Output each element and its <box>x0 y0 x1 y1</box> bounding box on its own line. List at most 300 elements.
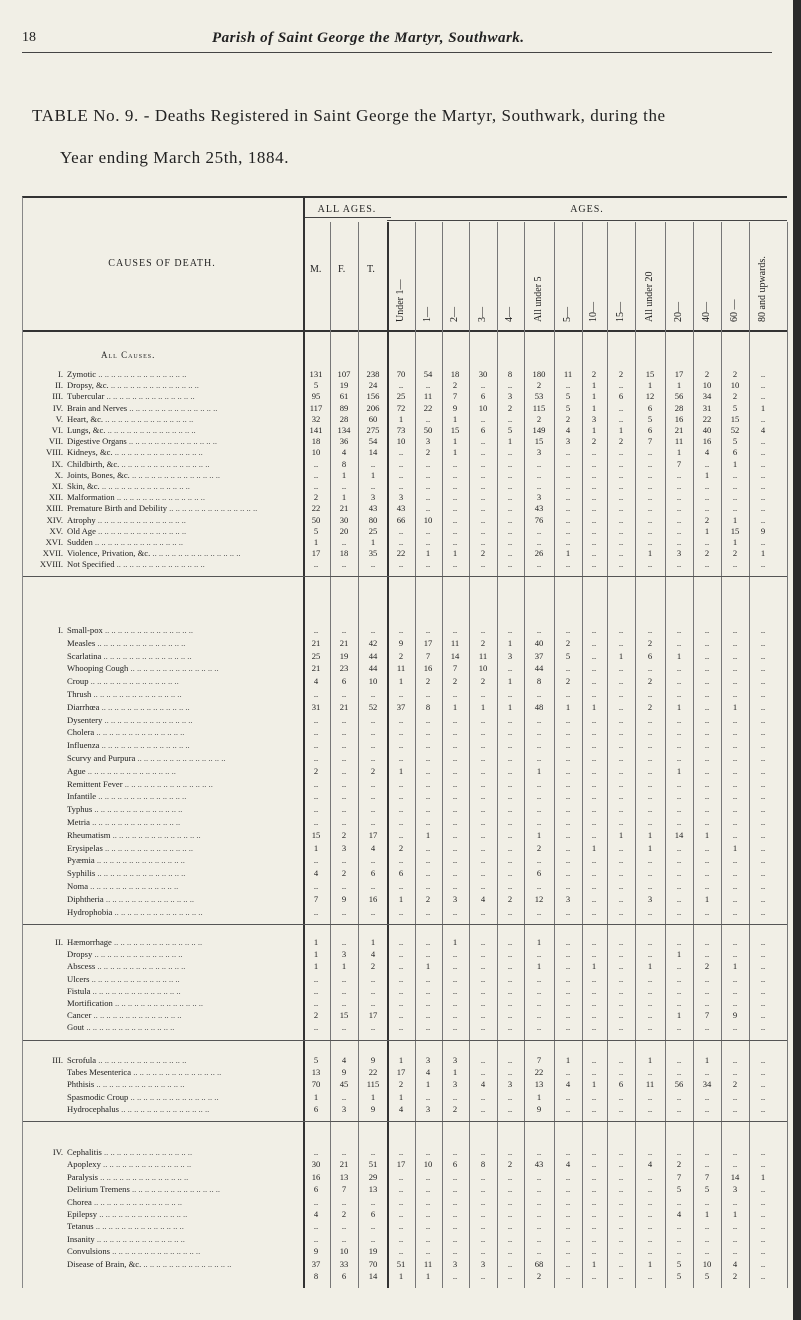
cell-value: 3 <box>565 436 571 447</box>
cell-value: .. <box>760 469 766 480</box>
column-header: All under 5 <box>533 276 544 322</box>
cell-value: .. <box>647 1103 653 1114</box>
cell-value: 2 <box>536 842 542 853</box>
cell-value: .. <box>507 1147 513 1157</box>
cell-value: 180 <box>532 369 546 379</box>
cell-value: 11 <box>674 436 684 447</box>
cell-value: .. <box>618 855 624 866</box>
cell-value: .. <box>480 804 486 815</box>
cell-value: .. <box>760 1091 766 1102</box>
table-row <box>23 1158 787 1170</box>
cell-value: .. <box>565 1184 571 1195</box>
cell-value: .. <box>760 1159 766 1170</box>
cell-value: .. <box>480 481 486 491</box>
cell-value: 156 <box>366 391 380 402</box>
cell-value: .. <box>565 985 571 996</box>
cell-value: .. <box>398 727 404 738</box>
cell-value: .. <box>591 514 597 525</box>
cell-value: 11 <box>645 1079 655 1090</box>
cell-value: .. <box>760 973 766 984</box>
cell-value: .. <box>618 637 624 648</box>
cell-value: .. <box>591 1271 597 1281</box>
cell-value: .. <box>452 765 458 776</box>
cause-name: Cephalitis .. .. <box>67 1146 307 1158</box>
cause-name: Pyæmia .. .. <box>67 854 307 866</box>
cell-value: 2 <box>425 893 431 904</box>
cause-name: Tubercular .. .. <box>67 390 307 402</box>
cell-value: .. <box>676 469 682 480</box>
cell-value: .. <box>647 481 653 491</box>
cell-value: .. <box>398 714 404 725</box>
cell-value: .. <box>507 1010 513 1021</box>
cell-value: .. <box>398 961 404 972</box>
cell-value: .. <box>507 1103 513 1114</box>
cell-value: .. <box>313 689 319 699</box>
cell-value: 2 <box>425 676 431 687</box>
table-row <box>23 1270 787 1282</box>
table-row <box>23 854 787 866</box>
cause-name: Ulcers .. .. <box>67 973 307 985</box>
cell-value: .. <box>760 804 766 815</box>
cause-name: Heart, &c. .. .. <box>67 413 307 425</box>
cell-value: 80 <box>368 514 378 525</box>
cell-value: .. <box>676 503 682 514</box>
cell-value: 2 <box>313 765 319 776</box>
cell-value: .. <box>398 1246 404 1257</box>
cell-value: .. <box>536 469 542 480</box>
section-rule <box>23 1121 787 1122</box>
cell-value: .. <box>370 1221 376 1232</box>
cell-value: .. <box>536 804 542 815</box>
cell-value: .. <box>507 447 513 458</box>
cell-value: 1 <box>704 829 710 840</box>
cell-value: 1 <box>313 1091 319 1102</box>
cell-value: .. <box>732 881 738 891</box>
cell-value: .. <box>760 701 766 712</box>
cell-value: .. <box>425 625 431 635</box>
cell-value: .. <box>618 1103 624 1114</box>
cell-value: 8 <box>480 1159 486 1170</box>
cell-value: .. <box>507 1271 513 1281</box>
cell-value: .. <box>536 1196 542 1207</box>
cell-value: .. <box>507 1171 513 1182</box>
cell-value: .. <box>760 906 766 917</box>
cell-value: 5 <box>676 1271 682 1281</box>
cell-value: .. <box>452 961 458 972</box>
cell-value: 2 <box>507 893 513 904</box>
table-row <box>23 880 787 892</box>
cell-value: .. <box>732 1091 738 1102</box>
cell-value: .. <box>565 559 571 570</box>
cell-value: 1 <box>341 492 347 503</box>
cell-value: .. <box>452 998 458 1008</box>
cell-value: .. <box>732 1159 738 1170</box>
cell-value: .. <box>591 1055 597 1065</box>
cell-value: .. <box>565 842 571 853</box>
cell-value: .. <box>480 740 486 751</box>
cell-value: 2 <box>647 701 653 712</box>
cell-value: 1 <box>398 1271 404 1281</box>
cell-value: .. <box>398 1233 404 1244</box>
cell-value: 4 <box>480 1079 486 1090</box>
cell-value: .. <box>452 985 458 996</box>
cell-value: 4 <box>313 868 319 879</box>
row-number: IV. <box>52 1147 63 1157</box>
cell-value: 53 <box>534 391 544 402</box>
cell-value: .. <box>507 413 513 424</box>
cell-value: .. <box>676 1233 682 1244</box>
cell-value: 10 <box>730 380 740 391</box>
cell-value: .. <box>507 380 513 391</box>
cell-value: 5 <box>507 425 513 435</box>
cell-value: .. <box>507 503 513 514</box>
cell-value: 3 <box>676 548 682 559</box>
cell-value: 3 <box>398 492 404 503</box>
cell-value: .. <box>480 447 486 458</box>
cell-value: 22 <box>423 402 433 413</box>
cell-value: .. <box>507 949 513 960</box>
cell-value: 6 <box>480 391 486 402</box>
cell-value: .. <box>425 791 431 802</box>
cell-value: 1 <box>647 548 653 559</box>
cell-value: .. <box>647 937 653 947</box>
cell-value: 33 <box>339 1258 349 1269</box>
cell-value: .. <box>341 973 347 984</box>
cell-value: .. <box>425 842 431 853</box>
cell-value: 44 <box>534 663 544 674</box>
cell-value: .. <box>536 458 542 469</box>
cell-value: 10 <box>396 436 406 447</box>
cell-value: .. <box>313 1233 319 1244</box>
cell-value: .. <box>618 481 624 491</box>
table-row <box>23 525 787 537</box>
cell-value: 1 <box>591 1258 597 1269</box>
cell-value: 17 <box>423 637 433 648</box>
cell-value: .. <box>452 1246 458 1257</box>
table-row <box>23 778 787 790</box>
cell-value: .. <box>370 1233 376 1244</box>
cell-value: .. <box>398 829 404 840</box>
cell-value: 1 <box>313 937 319 947</box>
cell-value: 6 <box>370 1209 376 1219</box>
cell-value: 6 <box>341 1271 347 1281</box>
cell-value: 4 <box>313 1209 319 1219</box>
cell-value: .. <box>760 998 766 1008</box>
cell-value: 1 <box>704 1209 710 1219</box>
column-header: F. <box>338 264 346 275</box>
cell-value: .. <box>760 663 766 674</box>
cell-value: .. <box>507 1221 513 1232</box>
table-row <box>23 435 787 447</box>
cell-value: .. <box>704 791 710 802</box>
cell-value: .. <box>425 937 431 947</box>
cell-value: .. <box>565 937 571 947</box>
cell-value: .. <box>480 714 486 725</box>
cell-value: .. <box>760 714 766 725</box>
cell-value: .. <box>647 1184 653 1195</box>
cell-value: 48 <box>534 701 544 712</box>
cell-value: 13 <box>534 1079 544 1090</box>
cell-value: 10 <box>339 1246 349 1257</box>
cell-value: 2 <box>341 829 347 840</box>
cell-value: 4 <box>480 893 486 904</box>
cell-value: .. <box>732 765 738 776</box>
cell-value: .. <box>760 537 766 547</box>
column-rule <box>787 222 788 1288</box>
cell-value: .. <box>341 559 347 570</box>
cause-name: Lungs, &c. .. .. <box>67 424 307 436</box>
cell-value: .. <box>425 765 431 776</box>
cell-value: .. <box>647 778 653 789</box>
cell-value: .. <box>370 559 376 570</box>
cell-value: .. <box>760 503 766 514</box>
cell-value: .. <box>452 503 458 514</box>
cell-value: 4 <box>370 949 376 960</box>
cell-value: 115 <box>532 402 546 413</box>
cell-value: 3 <box>452 1055 458 1065</box>
cell-value: 3 <box>452 1258 458 1269</box>
cell-value: .. <box>565 1196 571 1207</box>
cell-value: .. <box>591 689 597 699</box>
cell-value: .. <box>370 753 376 763</box>
cell-value: .. <box>565 855 571 866</box>
cell-value: .. <box>676 1091 682 1102</box>
cell-value: 1 <box>647 961 653 972</box>
ages-header: AGES. <box>570 204 604 215</box>
table-row <box>23 1066 787 1078</box>
cell-value: 9 <box>370 1055 376 1065</box>
cell-value: .. <box>647 447 653 458</box>
cell-value: 1 <box>591 961 597 972</box>
cell-value: 17 <box>368 1010 378 1021</box>
cell-value: .. <box>704 1196 710 1207</box>
cell-value: .. <box>313 753 319 763</box>
cell-value: .. <box>565 973 571 984</box>
cell-value: 7 <box>452 663 458 674</box>
cause-name: Convulsions .. .. <box>67 1245 307 1257</box>
cell-value: .. <box>760 893 766 904</box>
cell-value: 1 <box>591 380 597 391</box>
cell-value: 7 <box>536 1055 542 1065</box>
cell-value: .. <box>536 1221 542 1232</box>
cell-value: .. <box>536 1171 542 1182</box>
table-row <box>23 1146 787 1158</box>
cell-value: 1 <box>676 650 682 661</box>
cell-value: .. <box>398 1184 404 1195</box>
cell-value: .. <box>341 727 347 738</box>
cell-value: 2 <box>704 514 710 525</box>
cell-value: .. <box>341 625 347 635</box>
cell-value: 275 <box>366 425 380 435</box>
cell-value: .. <box>341 753 347 763</box>
cell-value: 6 <box>618 391 624 402</box>
cell-value: .. <box>647 469 653 480</box>
cell-value: .. <box>618 701 624 712</box>
cell-value: .. <box>591 1233 597 1244</box>
cell-value: .. <box>732 650 738 661</box>
cell-value: .. <box>591 765 597 776</box>
table-row <box>23 390 787 402</box>
cell-value: .. <box>341 855 347 866</box>
cause-name: Kidneys, &c. .. .. <box>67 446 307 458</box>
cell-value: 20 <box>339 525 349 536</box>
cell-value: 2 <box>565 637 571 648</box>
row-number: XII. <box>48 492 63 503</box>
cell-value: .. <box>618 1171 624 1182</box>
cell-value: .. <box>452 1221 458 1232</box>
cell-value: 44 <box>368 663 378 674</box>
cell-value: .. <box>452 1091 458 1102</box>
cell-value: 9 <box>341 893 347 904</box>
cell-value: .. <box>676 1103 682 1114</box>
cell-value: .. <box>732 559 738 570</box>
cell-value: .. <box>425 881 431 891</box>
cell-value: .. <box>618 402 624 413</box>
cell-value: .. <box>732 1233 738 1244</box>
cell-value: .. <box>565 727 571 738</box>
cell-value: 14 <box>674 829 684 840</box>
cell-value: .. <box>341 1091 347 1102</box>
cell-value: 10 <box>311 447 321 458</box>
cell-value: .. <box>647 855 653 866</box>
cell-value: 1 <box>732 701 738 712</box>
cell-value: .. <box>704 481 710 491</box>
cell-value: .. <box>507 753 513 763</box>
cell-value: 8 <box>425 701 431 712</box>
cell-value: .. <box>313 559 319 570</box>
cell-value: .. <box>452 1022 458 1033</box>
cell-value: .. <box>425 1091 431 1102</box>
cell-value: .. <box>618 727 624 738</box>
cell-value: .. <box>647 906 653 917</box>
cell-value: .. <box>591 714 597 725</box>
cell-value: .. <box>647 1209 653 1219</box>
cell-value: .. <box>618 961 624 972</box>
cause-name: Noma .. .. <box>67 880 307 892</box>
cell-value: .. <box>760 1079 766 1090</box>
cell-value: 15 <box>730 413 740 424</box>
cell-value: .. <box>341 881 347 891</box>
row-number: II. <box>55 380 63 391</box>
cell-value: .. <box>760 1196 766 1207</box>
cell-value: 19 <box>339 380 349 391</box>
cell-value: .. <box>647 973 653 984</box>
cell-value: 1 <box>536 1091 542 1102</box>
cell-value: .. <box>480 380 486 391</box>
cell-value: 134 <box>337 425 351 435</box>
cell-value: .. <box>565 1209 571 1219</box>
cell-value: .. <box>565 765 571 776</box>
cause-name: Scrofula .. .. <box>67 1054 307 1066</box>
cell-value: .. <box>732 1067 738 1078</box>
cell-value: .. <box>425 753 431 763</box>
cell-value: 2 <box>536 413 542 424</box>
cell-value: 2 <box>618 436 624 447</box>
table-row <box>23 1171 787 1183</box>
table-row <box>23 547 787 559</box>
table-row <box>23 1196 787 1208</box>
cell-value: 9 <box>398 637 404 648</box>
column-header: 10— <box>588 302 599 322</box>
cell-value: .. <box>398 740 404 751</box>
cell-value: .. <box>618 469 624 480</box>
cell-value: 5 <box>676 1258 682 1269</box>
cell-value: .. <box>565 689 571 699</box>
row-number: XIII. <box>46 503 63 514</box>
cell-value: 21 <box>311 663 321 674</box>
cell-value: .. <box>370 804 376 815</box>
cell-value: 28 <box>339 413 349 424</box>
cell-value: .. <box>452 778 458 789</box>
cell-value: 1 <box>370 937 376 947</box>
cause-name: Skin, &c. .. .. <box>67 480 307 492</box>
header-rule <box>22 52 772 53</box>
cell-value: .. <box>480 829 486 840</box>
cell-value: 1 <box>370 1091 376 1102</box>
cell-value: .. <box>591 727 597 738</box>
cell-value: .. <box>732 817 738 827</box>
cell-value: .. <box>618 842 624 853</box>
cell-value: .. <box>704 714 710 725</box>
cell-value: 3 <box>341 1103 347 1114</box>
table-row <box>23 752 787 764</box>
cell-value: 1 <box>732 961 738 972</box>
cell-value: .. <box>565 525 571 536</box>
cell-value: .. <box>536 998 542 1008</box>
cause-name: Disease of Brain, &c. .. .. <box>67 1258 307 1270</box>
cell-value: 2 <box>732 1271 738 1281</box>
cell-value: .. <box>618 1196 624 1207</box>
table-row <box>23 816 787 828</box>
table-row <box>23 446 787 458</box>
row-number: III. <box>52 391 63 402</box>
cell-value: .. <box>676 1221 682 1232</box>
cell-value: .. <box>591 804 597 815</box>
cell-value: .. <box>591 855 597 866</box>
table-row <box>23 662 787 674</box>
cell-value: 149 <box>532 425 546 435</box>
cell-value: 7 <box>313 893 319 904</box>
cell-value: .. <box>704 906 710 917</box>
section-rule <box>23 1040 787 1041</box>
cell-value: .. <box>536 949 542 960</box>
cell-value: .. <box>647 1171 653 1182</box>
cause-name: Delirium Tremens .. .. <box>67 1183 307 1195</box>
cell-value: 5 <box>313 1055 319 1065</box>
cell-value: 2 <box>313 492 319 503</box>
cell-value: .. <box>704 559 710 570</box>
cell-value: 1 <box>452 447 458 458</box>
cell-value: .. <box>760 369 766 379</box>
cell-value: 3 <box>536 447 542 458</box>
cell-value: .. <box>452 514 458 525</box>
cell-value: .. <box>676 689 682 699</box>
cell-value: .. <box>704 1067 710 1078</box>
table-row <box>23 1208 787 1220</box>
cell-value: .. <box>647 1010 653 1021</box>
table-row <box>23 688 787 700</box>
cell-value: .. <box>536 778 542 789</box>
cell-value: .. <box>732 973 738 984</box>
cell-value: .. <box>398 1010 404 1021</box>
row-number: XVI. <box>45 537 63 547</box>
cell-value: .. <box>398 985 404 996</box>
cell-value: 1 <box>732 514 738 525</box>
cell-value: .. <box>732 1196 738 1207</box>
cell-value: 1 <box>760 1171 766 1182</box>
cell-value: 21 <box>339 503 349 514</box>
cell-value: 1 <box>507 701 513 712</box>
